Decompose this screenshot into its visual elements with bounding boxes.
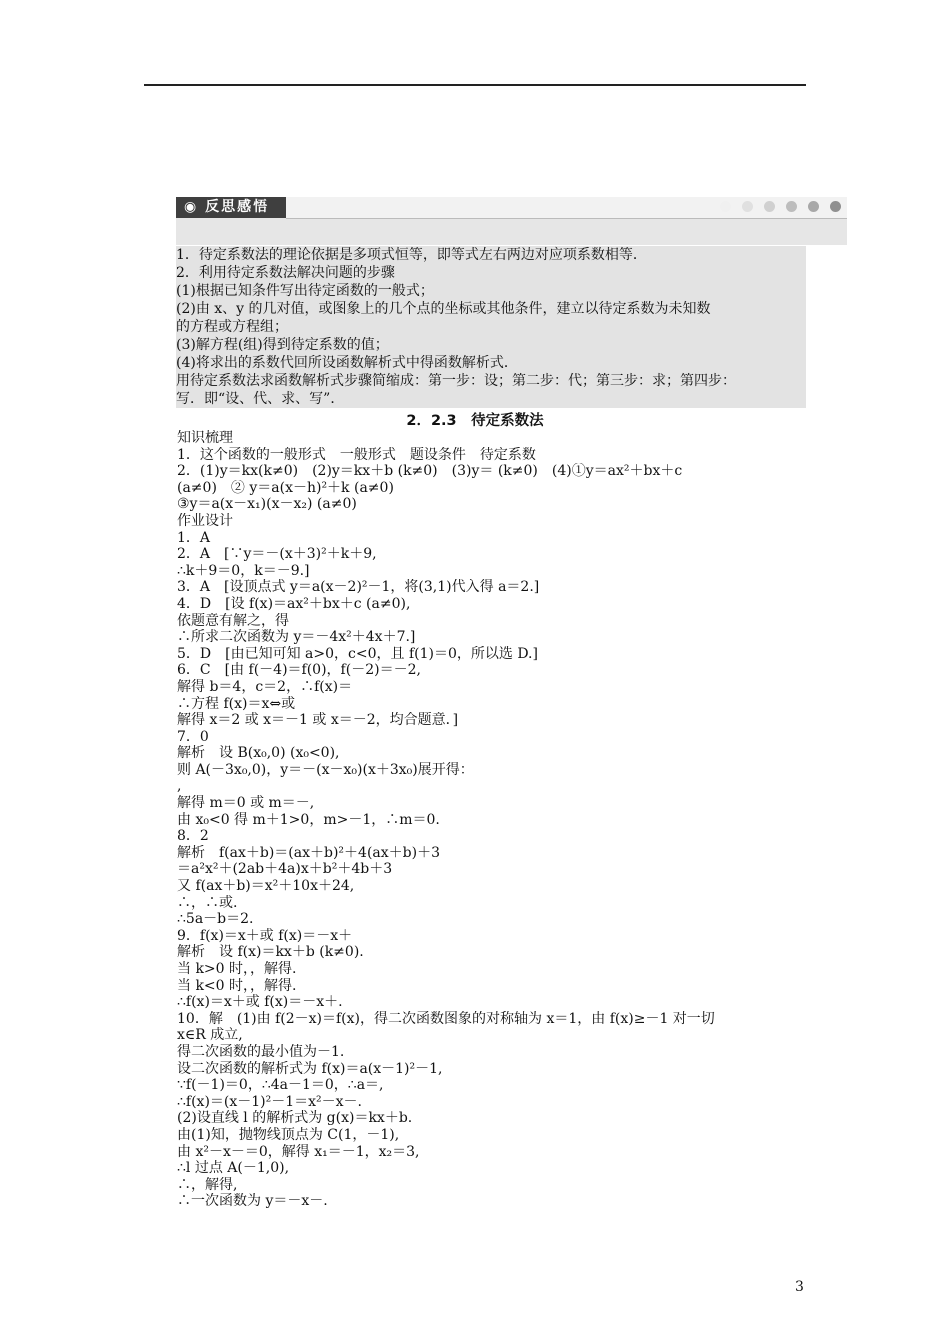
section-title: 2．2.3 待定系数法 [406, 413, 544, 429]
answer-line: 6．C [由 f(－4)＝f(0)，f(－2)＝－2, [177, 662, 421, 679]
answer-line: 由 x²－x－＝0，解得 x₁＝－1，x₂＝3, [177, 1143, 420, 1160]
answer-line: ＝a²x²＋(2ab＋4a)x＋b²＋4b＋3 [177, 861, 393, 878]
answer-line: , [177, 778, 182, 795]
reflection-line: (2)由 x、y 的几对值，或图象上的几个点的坐标或其他条件，建立以待定系数为未知数 [176, 301, 711, 317]
answer-line: (a≠0) ② y＝a(x－h)²＋k (a≠0) [177, 479, 394, 496]
dot-2 [742, 201, 753, 212]
answer-line: ∴k＋9＝0，k＝－9.] [177, 562, 310, 579]
answer-line: ∴，∴或. [177, 894, 238, 911]
reflection-line: 写．即“设、代、求、写”． [176, 391, 345, 407]
answer-line: ∴l 过点 A(－1,0), [177, 1160, 290, 1177]
answer-line: 设二次函数的解析式为 f(x)＝a(x－1)²－1, [177, 1060, 443, 1077]
answer-line: x∈R 成立, [177, 1027, 243, 1044]
answer-line: 又 f(ax＋b)＝x²＋10x＋24, [177, 878, 355, 895]
answer-line: 知识梳理 [177, 430, 233, 446]
answer-line: 由(1)知，抛物线顶点为 C(1，－1), [177, 1126, 400, 1143]
decorative-dots [720, 201, 841, 212]
reflection-line: (3)解方程(组)得到待定系数的值； [176, 337, 389, 353]
answer-line: 5．D [由已知可知 a>0，c<0，且 f(1)＝0，所以选 D.] [177, 645, 538, 662]
answer-line: ∴一次函数为 y＝－x－. [177, 1193, 328, 1210]
reflection-line: (1)根据已知条件写出待定函数的一般式； [176, 283, 434, 299]
answer-line: 2．(1)y＝kx(k≠0) (2)y＝kx＋b (k≠0) (3)y＝ (k≠0) (4)①y＝ax²＋bx＋c [177, 463, 683, 480]
reflection-banner [176, 197, 847, 245]
answer-line: ∴5a－b＝2. [177, 911, 254, 928]
answer-line: 2．A [∵y＝－(x＋3)²＋k＋9, [177, 546, 377, 563]
answer-line: ∴，解得, [177, 1176, 238, 1193]
answer-line: 得二次函数的最小值为－1. [177, 1043, 345, 1060]
answer-line: 8．2 [177, 828, 209, 845]
answer-line: 1．这个函数的一般形式 一般形式 题设条件 待定系数 [177, 446, 536, 463]
reflection-line: 2．利用待定系数法解决问题的步骤 [176, 265, 395, 281]
answer-line: 当 k>0 时，，解得. [177, 961, 297, 977]
answer-line: 1．A [177, 529, 211, 546]
answer-line: 作业设计 [177, 512, 233, 529]
banner-strip [286, 197, 847, 219]
answer-line: ∴方程 f(x)＝x⇔或 [177, 695, 296, 712]
answer-line: 3．A [设顶点式 y＝a(x－2)²－1，将(3,1)代入得 a＝2.] [177, 579, 540, 596]
reflection-box [176, 246, 806, 408]
answer-key [177, 430, 817, 1210]
answer-line: 解析 设 f(x)＝kx＋b (k≠0). [177, 944, 364, 961]
dot-4 [786, 201, 797, 212]
dot-1 [720, 201, 731, 212]
answer-line: 解析 设 B(x₀,0) (x₀<0), [177, 745, 340, 762]
answer-line: 解得 m＝0 或 m＝－, [177, 795, 315, 812]
top-rule [144, 84, 806, 86]
answer-line: 解得 x＝2 或 x＝－1 或 x＝－2，均合题意．] [177, 712, 459, 729]
page-number: 3 [795, 1279, 804, 1295]
answer-line: ∵f(－1)＝0，∴4a－1＝0，∴a＝, [177, 1077, 384, 1094]
dot-3 [764, 201, 775, 212]
reflection-line: 1．待定系数法的理论依据是多项式恒等，即等式左右两边对应项系数相等． [176, 247, 647, 263]
answer-line: ∴f(x)＝x＋或 f(x)＝－x＋. [177, 994, 343, 1011]
answer-line: 解得 b＝4，c＝2，∴f(x)＝ [177, 678, 353, 695]
answer-line: 则 A(－3x₀,0)，y＝－(x－x₀)(x＋3x₀)展开得： [177, 761, 474, 778]
reflection-line: 用待定系数法求函数解析式步骤简缩成：第一步：设；第二步：代；第三步：求；第四步： [176, 373, 736, 389]
dot-5 [808, 201, 819, 212]
answer-line: 解析 f(ax＋b)＝(ax＋b)²＋4(ax＋b)＋3 [177, 844, 440, 861]
reflection-line: 的方程或方程组； [176, 319, 288, 335]
answer-line: 当 k<0 时，，解得. [177, 977, 297, 994]
answer-line: 4．D [设 f(x)＝ax²＋bx＋c (a≠0), [177, 595, 411, 612]
answer-line: ③y＝a(x－x₁)(x－x₂) (a≠0) [177, 496, 357, 513]
answer-line: 由 x₀<0 得 m＋1>0，m>－1，∴m＝0. [177, 811, 440, 828]
answer-line: 依题意有解之，得 [177, 612, 289, 629]
dot-6 [830, 201, 841, 212]
answer-line: 9．f(x)＝x＋或 f(x)＝－x＋ [177, 927, 353, 944]
answer-line: 7．0 [177, 728, 209, 745]
answer-line: 10．解 (1)由 f(2－x)＝f(x)，得二次函数图象的对称轴为 x＝1，由 f(x)≥－1 对一切 [177, 1010, 715, 1027]
answer-line: ∴f(x)＝(x－1)²－1＝x²－x－. [177, 1093, 363, 1110]
reflection-line: (4)将求出的系数代回所设函数解析式中得函数解析式． [176, 355, 518, 371]
answer-line: ∴所求二次函数为 y＝－4x²＋4x＋7.] [177, 629, 416, 646]
reflection-heading: ◉ 反思感悟 [176, 197, 286, 218]
answer-line: (2)设直线 l 的解析式为 g(x)＝kx＋b. [177, 1110, 413, 1127]
